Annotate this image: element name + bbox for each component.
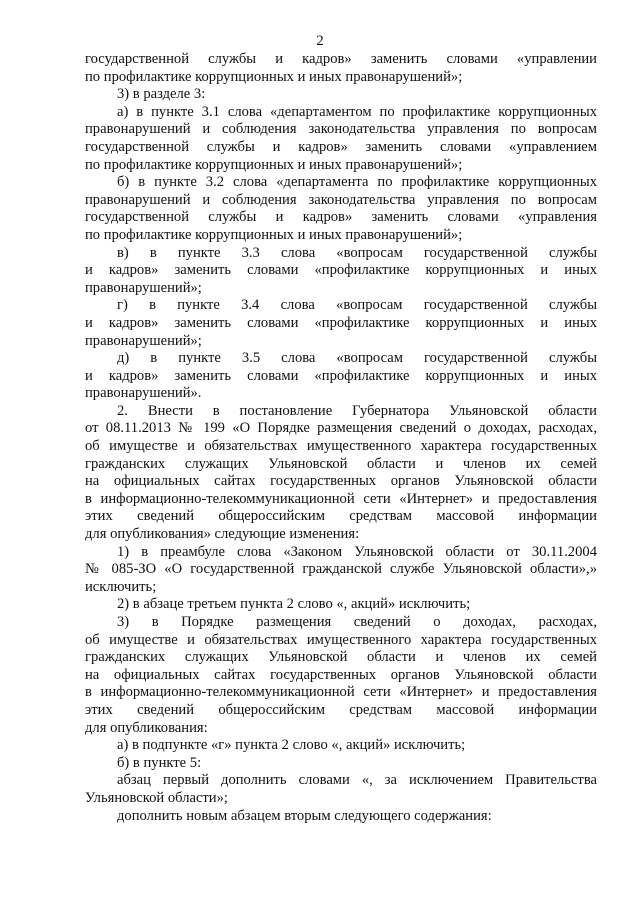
- text-line: этих сведений общероссийским средствам массовой информации: [85, 508, 597, 525]
- text-line: 2) в абзаце третьем пункта 2 слово «, акций» исключить;: [117, 596, 471, 613]
- text-line: 3) в Порядке размещения сведений о доходах, расходах,: [117, 614, 597, 630]
- text-line: г) в пункте 3.4 слова «вопросам государственной службы: [117, 297, 597, 314]
- text-line: д) в пункте 3.5 слова «вопросам государственной службы: [117, 350, 597, 367]
- text-line: гражданских служащих Ульяновской области и членов их семей: [85, 455, 597, 472]
- text-line: дополнить новым абзацем вторым следующего содержания:: [117, 807, 492, 824]
- text-line: и кадров» заменить словами «профилактике коррупционных и иных: [85, 367, 597, 384]
- text-line: правонарушений и соблюдения законодательства управления по вопросам: [85, 121, 597, 138]
- text-line: № 085-ЗО «О государственной гражданской службе Ульяновской области»,»: [85, 561, 597, 578]
- text-line: по профилактике коррупционных и иных правонарушений»;: [85, 156, 463, 173]
- text-line: исключить;: [85, 578, 157, 595]
- text-line: государственной службы и кадров» заменить словами «управления: [85, 209, 597, 226]
- text-line: на официальных сайтах государственных органов Ульяновской области: [85, 666, 597, 683]
- text-line: правонарушений».: [85, 385, 202, 402]
- text-line: а) в пункте 3.1 слова «департаментом по профилактике коррупционных: [117, 103, 597, 120]
- text-line: и кадров» заменить словами «профилактике коррупционных и иных: [85, 262, 597, 279]
- text-line: в) в пункте 3.3 слова «вопросам государственной службы: [117, 244, 597, 261]
- text-line: государственной службы и кадров» заменить словами «управлении: [85, 51, 597, 67]
- text-line: 2. Внести в постановление Губернатора Ульяновской области: [117, 402, 597, 419]
- text-line: об имуществе и обязательствах имущественного характера государственных: [85, 631, 597, 648]
- text-line: гражданских служащих Ульяновской области и членов их семей: [85, 649, 597, 666]
- text-line: 3) в разделе 3:: [117, 86, 206, 103]
- text-line: а) в подпункте «г» пункта 2 слово «, акций» исключить;: [117, 737, 466, 754]
- page-number: 2: [316, 33, 324, 49]
- text-line: правонарушений и соблюдения законодательства управления по вопросам: [85, 191, 597, 208]
- text-line: в информационно-телекоммуникационной сети «Интернет» и предоставления: [85, 490, 597, 507]
- text-line: для опубликования:: [85, 719, 208, 736]
- text-line: по профилактике коррупционных и иных правонарушений»;: [85, 68, 463, 85]
- text-line: 1) в преамбуле слова «Законом Ульяновской области от 30.11.2004: [117, 543, 597, 560]
- text-line: на официальных сайтах государственных органов Ульяновской области: [85, 473, 597, 490]
- text-line: от 08.11.2013 № 199 «О Порядке размещения сведений о доходах, расходах,: [85, 420, 597, 437]
- text-line: для опубликования» следующие изменения:: [85, 526, 360, 543]
- text-line: правонарушений»;: [85, 332, 202, 349]
- text-line: об имуществе и обязательствах имущественного характера государственных: [85, 438, 597, 455]
- text-line: по профилактике коррупционных и иных правонарушений»;: [85, 226, 463, 243]
- text-line: этих сведений общероссийским средствам массовой информации: [85, 701, 597, 718]
- text-line: в информационно-телекоммуникационной сети «Интернет» и предоставления: [85, 684, 597, 701]
- text-line: правонарушений»;: [85, 279, 202, 296]
- document-body: [85, 51, 597, 825]
- text-line: государственной службы и кадров» заменить словами «управлением: [85, 138, 597, 155]
- text-line: абзац первый дополнить словами «, за исключением Правительства: [117, 772, 597, 789]
- text-line: б) в пункте 5:: [117, 754, 202, 771]
- text-line: б) в пункте 3.2 слова «департамента по профилактике коррупционных: [117, 174, 597, 191]
- text-line: Ульяновской области»;: [85, 789, 228, 806]
- text-line: и кадров» заменить словами «профилактике коррупционных и иных: [85, 314, 597, 331]
